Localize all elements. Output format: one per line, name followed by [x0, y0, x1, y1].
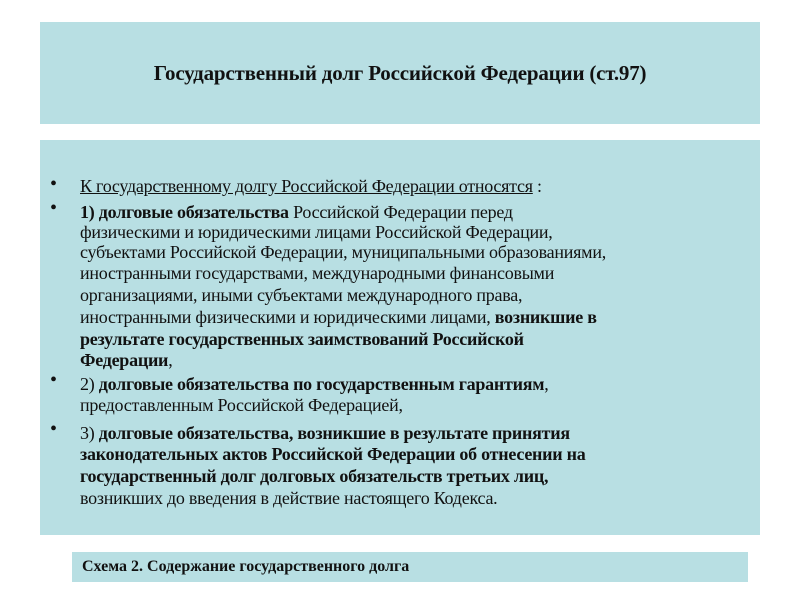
item1-line: организациями, иными субъектами международного права, [80, 285, 523, 305]
item2-line: предоставленным Российской Федерацией, [80, 395, 403, 415]
item2-num: 2) [80, 374, 99, 394]
item2-bold: долговые обязательства по государственным гарантиям [98, 374, 545, 394]
intro-tail: : [532, 176, 542, 196]
item1-text: , [168, 350, 173, 370]
bullet-icon: • [50, 418, 58, 440]
item3-line [80, 444, 586, 464]
bullet-icon: • [50, 369, 58, 391]
item3-num: 3) [80, 423, 99, 443]
item1-bold: возникшие в [494, 307, 597, 327]
item1-line: физическими и юридическими лицами Российской Федерации, [80, 222, 553, 242]
content-box [40, 140, 760, 535]
item1-line: иностранными государствами, международными финансовыми [80, 263, 555, 283]
item1-line [80, 329, 524, 349]
item2-text: , [544, 374, 549, 394]
intro-line [80, 176, 542, 196]
title-box [40, 22, 760, 124]
item1-line [80, 307, 597, 327]
caption-box [72, 552, 748, 582]
bullet-icon: • [50, 197, 58, 219]
item1-bold: результате государственных заимствований Российской [80, 329, 524, 349]
item3-line [80, 423, 570, 443]
bullet-icon: • [50, 173, 58, 195]
item3-bold: государственный долг долговых обязательств третьих лиц, [80, 466, 549, 486]
caption-text: Схема 2. Содержание государственного долга [82, 558, 410, 575]
item3-bold: долговые обязательства, возникшие в результате принятия [98, 423, 570, 443]
item1-line [80, 350, 172, 370]
item1-text: Российской Федерации перед [288, 202, 513, 222]
slide-title: Государственный долг Российской Федерации (ст.97) [153, 60, 647, 85]
item1-line: субъектами Российской Федерации, муниципальными образованиями, [80, 242, 606, 262]
item1-text: иностранными физическими и юридическими лицами, [80, 307, 495, 327]
intro-underlined: К государственному долгу Российской Федерации относятся [80, 176, 533, 196]
item3-line [80, 466, 548, 486]
item3-bold: законодательных актов Российской Федерации об отнесении на [80, 444, 586, 464]
item2-line [80, 374, 549, 394]
item1-bold: Федерации [80, 350, 169, 370]
item1-bold: 1) долговые обязательства [80, 202, 289, 222]
item1-line [80, 202, 513, 222]
item3-line: возникших до введения в действие настоящего Кодекса. [80, 488, 498, 508]
